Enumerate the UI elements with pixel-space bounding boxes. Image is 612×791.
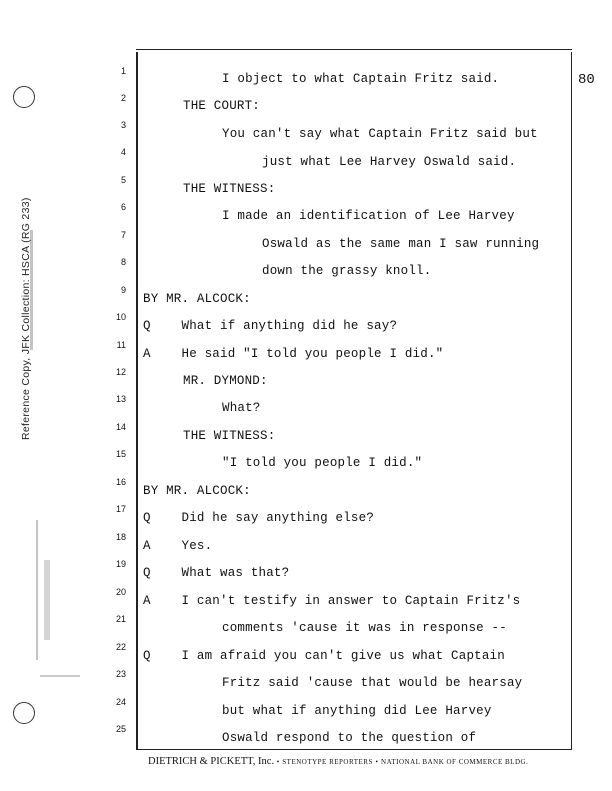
speaker-label: THE WITNESS: (183, 182, 276, 196)
speaker-label: MR. DYMOND: (183, 374, 268, 388)
scan-noise (30, 230, 33, 350)
firm-name: DIETRICH & PICKETT, Inc. (148, 756, 275, 767)
reporter-footer (148, 756, 528, 767)
question-line: Q Did he say anything else? (143, 511, 375, 525)
transcript-line: just what Lee Harvey Oswald said. (262, 155, 517, 169)
line-number: 6 (120, 202, 126, 212)
examiner-label: BY MR. ALCOCK: (143, 292, 251, 306)
line-number: 12 (115, 367, 126, 377)
line-number: 18 (115, 532, 126, 542)
speaker-label: THE COURT: (183, 99, 261, 113)
line-number: 2 (120, 93, 126, 103)
line-number: 11 (116, 340, 126, 350)
speaker-label: THE WITNESS: (183, 429, 276, 443)
transcript-line: You can't say what Captain Fritz said but (222, 127, 538, 141)
footer-service: STENOTYPE REPORTERS (282, 758, 373, 766)
line-number: 3 (120, 120, 126, 130)
answer-line: A I can't testify in answer to Captain Fritz's (143, 594, 521, 608)
transcript-line: comments 'cause it was in response -- (222, 621, 507, 635)
footer-address: NATIONAL BANK OF COMMERCE BLDG. (381, 758, 529, 766)
transcript-line: I made an identification of Lee Harvey (222, 209, 515, 223)
scan-noise (40, 675, 80, 677)
line-number: 21 (115, 614, 126, 624)
transcript-line: Oswald respond to the question of (222, 731, 477, 745)
punch-hole-bottom (13, 702, 35, 724)
transcript-line: What? (222, 401, 261, 415)
line-number: 5 (120, 175, 126, 185)
line-number: 17 (115, 504, 126, 514)
line-number: 22 (115, 642, 126, 652)
line-number: 1 (120, 66, 126, 76)
answer-line: A Yes. (143, 539, 213, 553)
line-number: 24 (115, 697, 126, 707)
line-number: 10 (115, 312, 126, 322)
question-line: Q What if anything did he say? (143, 319, 398, 333)
line-number: 23 (115, 669, 126, 679)
line-number: 9 (120, 285, 126, 295)
footer-separator: • (375, 758, 379, 766)
page-number: 80 (578, 72, 595, 88)
line-number: 25 (115, 724, 126, 734)
transcript-line: down the grassy knoll. (262, 264, 432, 278)
line-number: 8 (120, 257, 126, 267)
transcript-line: I object to what Captain Fritz said. (222, 72, 500, 86)
transcript-line: "I told you people I did." (222, 456, 423, 470)
line-number: 4 (120, 147, 126, 157)
line-number: 19 (115, 559, 126, 569)
scan-noise (44, 560, 50, 640)
question-line: Q I am afraid you can't give us what Captain (143, 649, 505, 663)
transcript-line: Oswald as the same man I saw running (262, 237, 540, 251)
line-number: 20 (115, 587, 126, 597)
examiner-label: BY MR. ALCOCK: (143, 484, 251, 498)
punch-hole-top (13, 86, 35, 108)
line-number: 15 (115, 449, 126, 459)
footer-separator: • (276, 758, 280, 766)
line-number: 13 (115, 394, 126, 404)
line-number: 16 (115, 477, 126, 487)
scan-noise (36, 520, 38, 660)
side-stamp: Reference Copy, JFK Collection: HSCA (RG 233) (20, 197, 32, 440)
frame-top-rule (136, 49, 572, 50)
line-number: 7 (120, 230, 126, 240)
line-number: 14 (115, 422, 126, 432)
question-line: Q What was that? (143, 566, 290, 580)
transcript-line: but what if anything did Lee Harvey (222, 704, 492, 718)
transcript-line: Fritz said 'cause that would be hearsay (222, 676, 523, 690)
answer-line: A He said "I told you people I did." (143, 347, 444, 361)
